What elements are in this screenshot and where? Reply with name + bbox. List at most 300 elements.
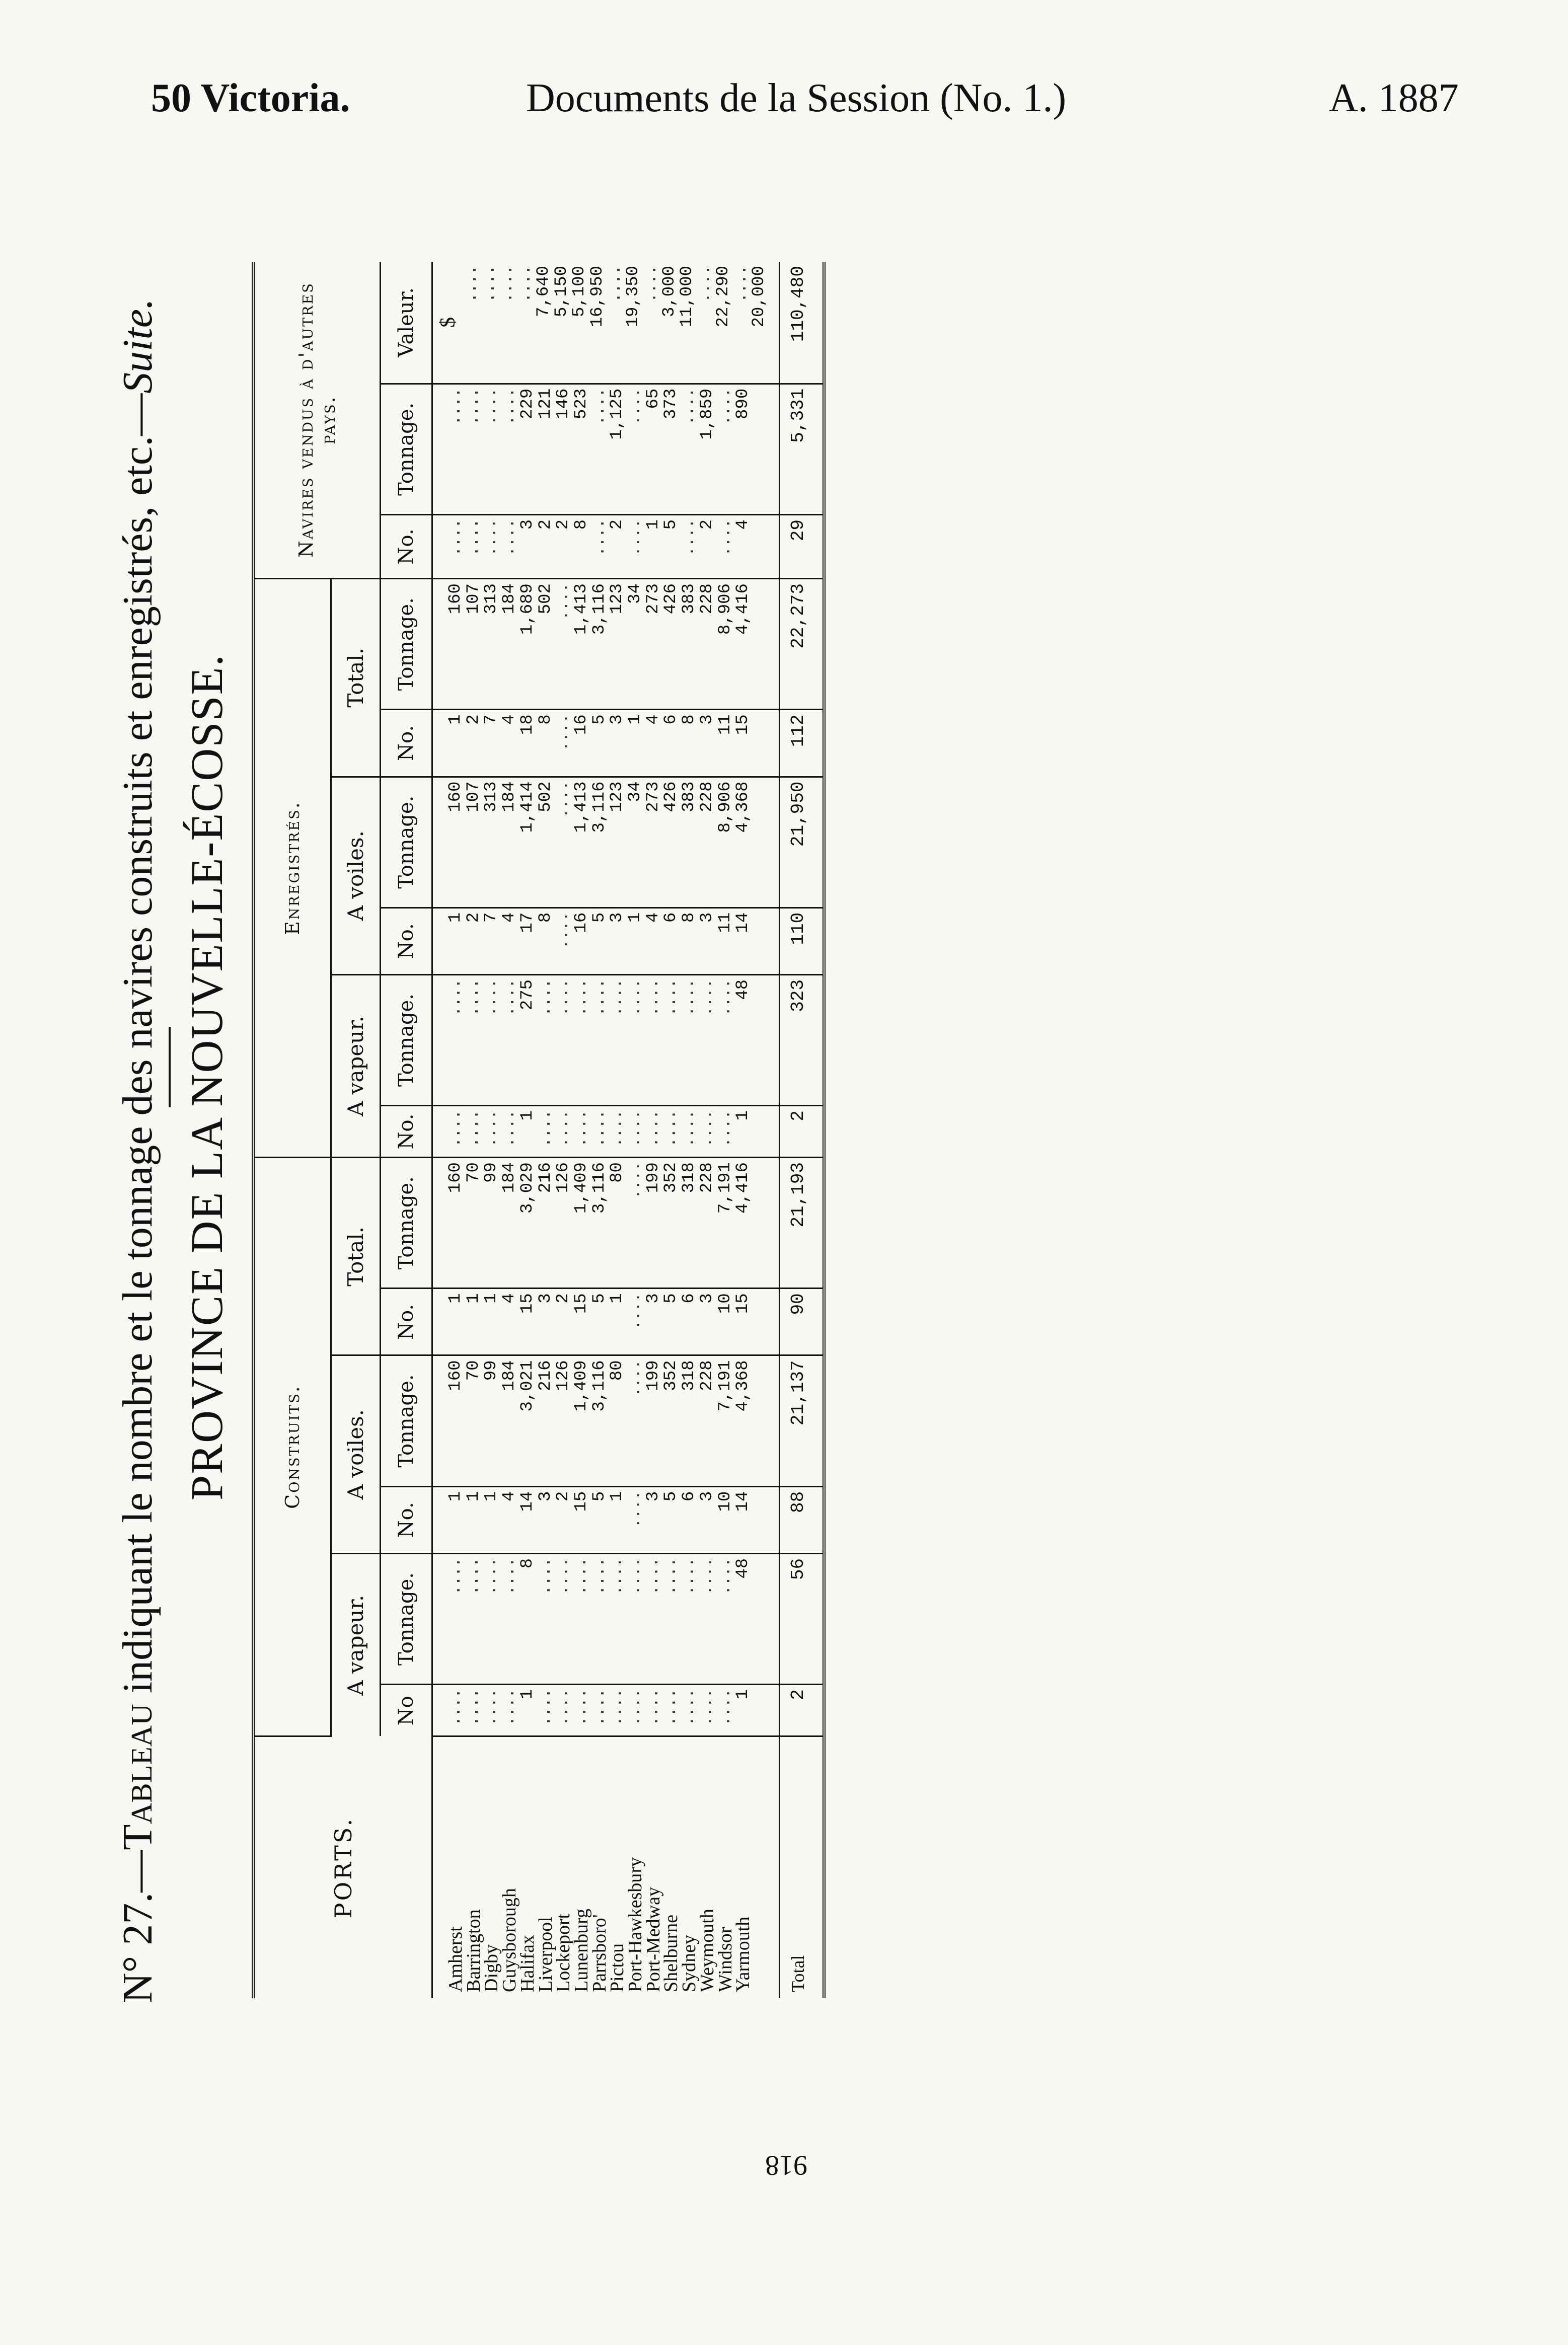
table-cell: .... (464, 1558, 483, 1596)
table-cell: .... (498, 266, 517, 303)
table-cell: 3,116 (589, 1360, 609, 1412)
table-cell: .... (643, 1558, 663, 1596)
table-cell: 6 (680, 1293, 699, 1304)
col-header-tonnage: Tonnage. (381, 579, 432, 710)
enregistres-total-tonnage (432, 579, 780, 710)
table-cell: 273 (643, 583, 663, 615)
table-cell: 4,416 (733, 583, 753, 635)
table-cell: 1 (626, 714, 645, 725)
table-cell: 1 (446, 1293, 465, 1304)
table-cell: 5 (589, 912, 609, 923)
construits-voiles-header: A voiles. (331, 1355, 381, 1553)
port-name: Weymouth (696, 1909, 718, 1992)
table-cell: 6 (680, 1491, 699, 1502)
table-cell: 6 (661, 714, 681, 725)
table-cell: 4 (733, 519, 753, 530)
table-cell: 3,029 (517, 1162, 537, 1214)
table-cell: .... (482, 388, 501, 426)
total-enregistres-total-no: 112 (779, 710, 824, 777)
table-cell: 3 (697, 912, 717, 923)
vendus-header: Navires vendus à d'autres pays. (253, 262, 381, 579)
table-cell: 2 (554, 1293, 573, 1304)
construits-voiles-tonnage (432, 1355, 780, 1486)
table-cell: .... (661, 1689, 681, 1726)
port-name: Liverpool (535, 1917, 556, 1992)
table-cell: 126 (554, 1162, 573, 1193)
table-cell: 1,409 (571, 1360, 591, 1412)
ports-column (432, 1736, 780, 1999)
table-cell: 1 (626, 912, 645, 923)
table-title-word: Tableau (114, 1704, 161, 1850)
enregistres-vapeur-header: A vapeur. (331, 974, 381, 1157)
table-cell: .... (608, 979, 627, 1017)
table-cell: .... (680, 388, 699, 426)
table-cell: .... (536, 1110, 555, 1148)
table-cell: .... (626, 1110, 645, 1148)
enregistres-vapeur-tonnage (432, 974, 780, 1105)
table-cell: .... (680, 979, 699, 1017)
vendus-valeur (432, 262, 780, 384)
table-cell: 11 (715, 912, 735, 933)
table-cell: .... (642, 266, 661, 303)
table-cell: 107 (464, 781, 483, 812)
table-cell: 65 (643, 388, 663, 409)
table-cell: .... (482, 979, 501, 1017)
table-cell: .... (589, 979, 609, 1017)
table-cell: 15 (571, 1293, 591, 1314)
table-cell: .... (554, 1110, 573, 1148)
col-header-no: No. (381, 514, 432, 578)
port-name: Lunenburg (570, 1908, 592, 1992)
table-cell: 228 (697, 583, 717, 615)
table-cell: 1 (446, 714, 465, 725)
table-cell: 1 (482, 1491, 501, 1502)
table-cell: 352 (661, 1162, 681, 1193)
construits-vapeur-tonnage (432, 1553, 780, 1684)
table-cell: .... (446, 1558, 465, 1596)
col-header-tonnage: Tonnage. (381, 1158, 432, 1289)
table-cell: 184 (500, 1162, 519, 1193)
table-cell: 2 (608, 519, 627, 530)
table-cell: .... (500, 979, 519, 1017)
table-cell: 70 (464, 1360, 483, 1381)
table-cell: .... (715, 1689, 735, 1726)
table-cell: 14 (733, 1491, 753, 1512)
dollar-sign: $ (436, 317, 460, 328)
table-cell: 6 (661, 912, 681, 923)
table-cell: .... (697, 979, 717, 1017)
table-cell: 1 (482, 1293, 501, 1304)
table-cell: 216 (536, 1162, 555, 1193)
table-cell: .... (715, 519, 735, 557)
table-cell: 2 (554, 519, 573, 530)
table-cell: 184 (500, 583, 519, 615)
table-cell: 34 (626, 781, 645, 802)
table-cell: 1 (608, 1293, 627, 1304)
port-name: Guysborough (499, 1888, 520, 1992)
table-cell: .... (589, 519, 609, 557)
table-cell: 3 (643, 1293, 663, 1304)
table-cell: .... (482, 1558, 501, 1596)
total-vendus-no: 29 (779, 514, 824, 578)
table-cell: 15 (733, 714, 753, 735)
table-cell: 3 (697, 1293, 717, 1304)
table-cell: 4 (500, 912, 519, 923)
table-cell: .... (608, 1110, 627, 1148)
table-cell: 1,125 (608, 388, 627, 440)
table-cell: 3 (697, 1491, 717, 1502)
table-cell: .... (697, 1558, 717, 1596)
table-title (113, 151, 162, 2003)
table-cell: 4,368 (733, 781, 753, 833)
table-cell: 229 (517, 388, 537, 419)
header-document-title: Documents de la Session (No. 1.) (526, 76, 1067, 120)
table-cell: .... (715, 979, 735, 1017)
table-cell: .... (680, 519, 699, 557)
total-vendus-tonnage: 5,331 (779, 384, 824, 514)
table-cell: .... (697, 1110, 717, 1148)
table-cell: .... (462, 266, 481, 303)
table-cell: .... (554, 1558, 573, 1596)
table-cell: .... (626, 1360, 645, 1398)
table-cell: 14 (733, 912, 753, 933)
ports-header: PORTS. (253, 1736, 432, 1999)
total-construits-total-no: 90 (779, 1289, 824, 1355)
port-name: Port-Medway (642, 1887, 664, 1992)
total-enregistres-voiles-tonnage: 21,950 (779, 777, 824, 907)
table-cell: 107 (464, 583, 483, 615)
table-cell: .... (626, 1689, 645, 1726)
table-cell: 8 (571, 519, 591, 530)
table-body-row (432, 262, 780, 1998)
table-cell: .... (661, 1558, 681, 1596)
table-cell: 313 (482, 781, 501, 812)
table-cell: 383 (680, 781, 699, 812)
table-cell: 3 (536, 1293, 555, 1304)
table-cell: 1 (733, 1110, 753, 1121)
table-cell: 8 (680, 714, 699, 725)
vendus-tonnage (432, 384, 780, 514)
table-cell: .... (516, 266, 536, 303)
table-cell: 10 (715, 1293, 735, 1314)
port-name: Windsor (714, 1927, 736, 1992)
table-title-suite: Suite. (114, 298, 161, 394)
table-cell: 5 (589, 714, 609, 725)
table-cell: .... (680, 1558, 699, 1596)
table-cell: .... (482, 1689, 501, 1726)
table-cell: 22,290 (713, 266, 733, 328)
table-cell: 313 (482, 583, 501, 615)
table-cell: 160 (446, 1360, 465, 1391)
col-header-tonnage: Tonnage. (381, 1355, 432, 1486)
enregistres-header: Enregistrés. (253, 579, 331, 1158)
rotated-table-area (113, 151, 1462, 2003)
table-cell: .... (464, 519, 483, 557)
table-cell: .... (464, 388, 483, 426)
table-cell: .... (608, 1689, 627, 1726)
table-cell: .... (480, 266, 499, 303)
table-cell: 1,409 (571, 1162, 591, 1214)
table-cell: 15 (571, 1491, 591, 1512)
table-cell: .... (554, 714, 573, 751)
table-cell: .... (626, 519, 645, 557)
table-cell: 502 (536, 781, 555, 812)
title-divider (169, 1027, 171, 1107)
table-cell: 16 (571, 912, 591, 933)
table-cell: 228 (697, 1162, 717, 1193)
table-cell: 20,000 (750, 266, 769, 328)
table-cell: 7,640 (534, 266, 553, 318)
table-cell: 5,150 (552, 266, 571, 318)
table-cell: 3 (608, 714, 627, 725)
table-cell: .... (589, 1558, 609, 1596)
port-name: Halifax (516, 1935, 538, 1992)
table-cell: .... (589, 388, 609, 426)
page-number: 918 (765, 2150, 807, 2181)
total-construits-voiles-tonnage: 21,137 (779, 1355, 824, 1486)
table-cell: 4,416 (733, 1162, 753, 1214)
table-cell: 273 (643, 781, 663, 812)
table-cell: .... (731, 266, 751, 303)
port-name: Barrington (463, 1909, 484, 1992)
table-cell: 10 (715, 1491, 735, 1512)
table-cell: 3,000 (659, 266, 679, 318)
table-cell: .... (554, 1689, 573, 1726)
col-header-no: No. (381, 710, 432, 777)
table-cell: 1,413 (571, 781, 591, 833)
table-cell: .... (643, 1110, 663, 1148)
port-name: Port-Hawkesbury (625, 1857, 646, 1992)
col-header-no: No. (381, 907, 432, 974)
total-vendus-valeur: 110,480 (779, 262, 824, 384)
col-header-no: No (381, 1685, 432, 1736)
table-title-text: indiquant le nombre et le tonnage des navires construits et enregistrés, etc.— (114, 393, 161, 1694)
table-cell: 1 (733, 1689, 753, 1700)
table-cell: .... (500, 388, 519, 426)
col-header-no: No. (381, 1486, 432, 1553)
table-cell: 3,116 (589, 781, 609, 833)
table-cell: .... (626, 1162, 645, 1199)
total-row (779, 262, 824, 1998)
table-cell: .... (464, 979, 483, 1017)
table-cell: 48 (733, 1558, 753, 1579)
table-cell: 80 (608, 1162, 627, 1183)
port-name: Shelburne (660, 1914, 682, 1992)
table-cell: .... (715, 1110, 735, 1148)
table-cell: .... (500, 1689, 519, 1726)
table-cell: .... (626, 388, 645, 426)
table-cell: 14 (517, 1491, 537, 1512)
construits-total-no (432, 1289, 780, 1355)
enregistres-voiles-header: A voiles. (331, 777, 381, 974)
table-cell: .... (446, 388, 465, 426)
table-cell: 99 (482, 1162, 501, 1183)
table-cell: .... (696, 266, 715, 303)
table-cell: .... (680, 1689, 699, 1726)
table-cell: 2 (554, 1491, 573, 1502)
table-cell: .... (554, 583, 573, 621)
table-cell: 80 (608, 1360, 627, 1381)
col-header-no: No. (381, 1106, 432, 1158)
table-cell: 1 (446, 1491, 465, 1502)
table-cell: 4 (500, 714, 519, 725)
table-cell: 8,906 (715, 781, 735, 833)
table-cell: 11 (715, 714, 735, 735)
table-cell: 48 (733, 979, 753, 1000)
table-cell: .... (697, 1689, 717, 1726)
col-header-valeur: Valeur. (381, 262, 432, 384)
table-cell: 7,191 (715, 1360, 735, 1412)
enregistres-vapeur-no (432, 1106, 780, 1158)
table-cell: 8 (517, 1558, 537, 1569)
table-cell: .... (680, 1110, 699, 1148)
table-cell: .... (626, 979, 645, 1017)
table-cell: .... (482, 1110, 501, 1148)
table-cell: 3 (643, 1491, 663, 1502)
total-construits-total-tonnage: 21,193 (779, 1158, 824, 1289)
enregistres-voiles-tonnage (432, 777, 780, 907)
province-heading: PROVINCE DE LA NOUVELLE-ÉCOSSE. (182, 654, 232, 1500)
table-cell: 352 (661, 1360, 681, 1391)
table-cell: 3,116 (589, 583, 609, 635)
table-cell: 228 (697, 781, 717, 812)
table-cell: 2 (536, 519, 555, 530)
total-construits-voiles-no: 88 (779, 1486, 824, 1553)
construits-vapeur-no (432, 1685, 780, 1736)
table-cell: 123 (608, 583, 627, 615)
table-cell: .... (446, 519, 465, 557)
table-cell: 890 (733, 388, 753, 419)
table-cell: 146 (554, 388, 573, 419)
col-header-tonnage: Tonnage. (381, 384, 432, 514)
total-construits-vapeur-tonnage: 56 (779, 1553, 824, 1684)
table-cell: 4 (500, 1293, 519, 1304)
table-cell: .... (589, 1110, 609, 1148)
table-cell: 11,000 (678, 266, 697, 328)
table-cell: 4 (643, 714, 663, 725)
table-cell: 17 (517, 912, 537, 933)
table-cell: 8 (536, 714, 555, 725)
table-cell: .... (626, 1491, 645, 1529)
table-cell: 502 (536, 583, 555, 615)
table-cell: 1,413 (571, 583, 591, 635)
table-number: N° 27.— (114, 1850, 161, 2003)
port-name: Pictou (607, 1943, 628, 1992)
table-cell: .... (446, 979, 465, 1017)
total-enregistres-total-tonnage: 22,273 (779, 579, 824, 710)
construits-vapeur-header: A vapeur. (331, 1553, 381, 1736)
table-cell: 3 (536, 1491, 555, 1502)
table-cell: 8,906 (715, 583, 735, 635)
table-cell: .... (589, 1689, 609, 1726)
table-cell: 184 (500, 1360, 519, 1391)
table-cell: .... (715, 388, 735, 426)
table-cell: 184 (500, 781, 519, 812)
port-name: Lockeport (553, 1913, 574, 1992)
table-cell: 216 (536, 1360, 555, 1391)
table-cell: 18 (517, 714, 537, 735)
table-cell: 3 (697, 714, 717, 725)
table-cell: .... (446, 1689, 465, 1726)
table-cell: .... (536, 979, 555, 1017)
construits-header: Construits. (253, 1158, 331, 1736)
table-cell: .... (715, 1558, 735, 1596)
total-construits-vapeur-no: 2 (779, 1685, 824, 1736)
total-enregistres-voiles-no: 110 (779, 907, 824, 974)
table-cell: 1,414 (517, 781, 537, 833)
table-cell: .... (464, 1689, 483, 1726)
table-cell: 1,689 (517, 583, 537, 635)
table-cell: .... (500, 519, 519, 557)
table-cell: 19,350 (624, 266, 643, 328)
table-cell: 1 (464, 1293, 483, 1304)
table-cell: 99 (482, 1360, 501, 1381)
table-cell: 70 (464, 1162, 483, 1183)
table-cell: .... (571, 1110, 591, 1148)
table-cell: 383 (680, 583, 699, 615)
total-enregistres-vapeur-no: 2 (779, 1106, 824, 1158)
port-name: Yarmouth (732, 1916, 754, 1992)
shipping-table (252, 262, 826, 1998)
table-cell: 3 (517, 519, 537, 530)
table-cell: 373 (661, 388, 681, 419)
table-cell: 8 (536, 912, 555, 923)
table-cell: .... (571, 979, 591, 1017)
table-cell: .... (482, 519, 501, 557)
table-cell: 1 (643, 519, 663, 530)
table-cell: 160 (446, 1162, 465, 1193)
table-cell: .... (626, 1293, 645, 1330)
construits-voiles-no (432, 1486, 780, 1553)
table-cell: 275 (517, 979, 537, 1011)
table-cell: 199 (643, 1360, 663, 1391)
table-cell: 4,368 (733, 1360, 753, 1412)
table-cell: 5 (661, 1491, 681, 1502)
port-name: Amherst (445, 1926, 466, 1992)
header-year: A. 1887 (1329, 76, 1459, 120)
table-cell: .... (626, 1558, 645, 1596)
table-cell: .... (554, 979, 573, 1017)
table-cell: 160 (446, 583, 465, 615)
table-cell: .... (608, 1558, 627, 1596)
table-cell: 2 (464, 714, 483, 725)
table-cell: 1 (517, 1110, 537, 1121)
table-cell: 5,100 (570, 266, 589, 318)
table-cell: .... (554, 912, 573, 950)
table-cell: 15 (733, 1293, 753, 1314)
table-cell: 8 (680, 912, 699, 923)
table-cell: .... (571, 1689, 591, 1726)
table-cell: 16 (571, 714, 591, 735)
table-cell: 318 (680, 1360, 699, 1391)
table-cell: 4 (500, 1491, 519, 1502)
table-cell: 7 (482, 912, 501, 923)
table-cell: .... (446, 1110, 465, 1148)
table-cell: 126 (554, 1360, 573, 1391)
table-cell: 5 (661, 1293, 681, 1304)
table-cell: 1 (608, 1491, 627, 1502)
enregistres-voiles-no (432, 907, 780, 974)
table-cell: 3 (608, 912, 627, 923)
table-cell: .... (571, 1558, 591, 1596)
table-cell: .... (536, 1689, 555, 1726)
table-cell: 1,859 (697, 388, 717, 440)
table-cell: 7 (482, 714, 501, 725)
table-cell: .... (643, 979, 663, 1017)
table-cell: 1 (464, 1491, 483, 1502)
vendus-no (432, 514, 780, 578)
table-cell: 318 (680, 1162, 699, 1193)
